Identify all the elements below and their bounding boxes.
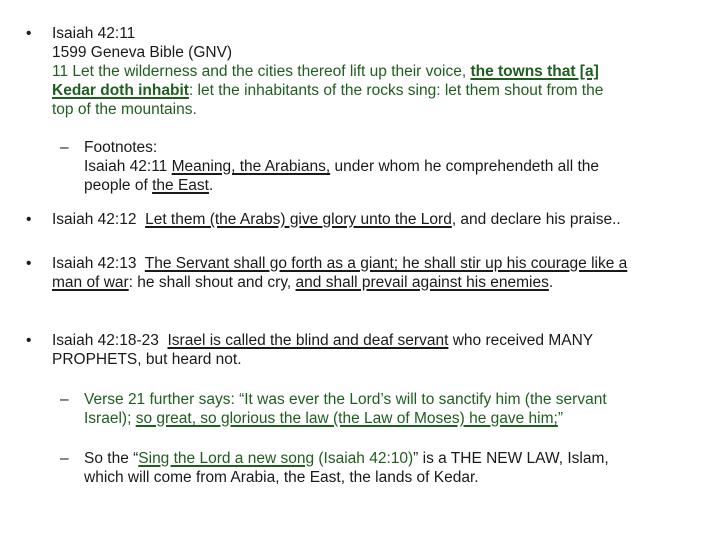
bullet-icon: • [26, 332, 32, 349]
new-song-line-2: which will come from Arabia, the East, the lands of Kedar. [84, 469, 479, 486]
bullet-icon: • [26, 211, 32, 228]
bullet-icon: • [26, 25, 32, 42]
verse-reference: Isaiah 42:12 [52, 211, 146, 228]
verse-line [52, 210, 706, 229]
underlined-phrase: Kedar doth inhabit [52, 82, 189, 99]
underlined-phrase: man of war [52, 274, 129, 291]
footnote-line-2 [84, 176, 700, 195]
verse-text: : let the inhabitants of the rocks sing: let them shout from the [188, 82, 604, 99]
bullet-isaiah-42-12 [26, 210, 706, 229]
footnote-item [60, 138, 700, 195]
verse-21-text: Israel); [84, 410, 136, 427]
verse-reference: Isaiah 42:13 [52, 255, 145, 272]
underlined-phrase: Let them (the Arabs) give glory unto the Lord [145, 211, 452, 228]
verse-text: : he shall shout and cry, [128, 274, 296, 291]
footnote-text: people of [84, 177, 153, 194]
dash-icon: – [60, 450, 69, 467]
underlined-phrase: so great, so glorious the law (the Law of Moses) he gave him; [135, 410, 558, 427]
bullet-icon: • [26, 255, 32, 272]
verse-reference: Isaiah 42:18-23 [52, 332, 168, 349]
verse-line-2 [52, 273, 706, 292]
underlined-phrase: The Servant shall go forth as a giant; he shall stir up his courage like a [144, 255, 628, 272]
footnote-text: . [208, 177, 214, 194]
verse-text-line-2 [52, 81, 706, 100]
verse-21-text: ” [557, 410, 564, 427]
dash-icon: – [60, 139, 69, 156]
verse-reference: Isaiah 42:11 [52, 25, 136, 42]
verse-21-item [60, 390, 700, 428]
bullet-isaiah-42-13 [26, 254, 706, 292]
new-song-line-1 [84, 449, 700, 468]
bullet-isaiah-42-18-23 [26, 331, 706, 369]
bible-source: 1599 Geneva Bible (GNV) [52, 44, 233, 61]
underlined-phrase: and shall prevail against his enemies [295, 274, 549, 291]
footnote-label: Footnotes: [84, 139, 158, 156]
footnote-line-1 [84, 157, 700, 176]
verse-21-line-2 [84, 409, 700, 428]
footnote-text: under whom he comprehendeth all the [330, 158, 600, 175]
verse-text: who received MANY [448, 332, 594, 349]
verse-text: 11 Let the wilderness and the cities thereof lift up their voice, [52, 63, 471, 80]
verse-21-line-1: Verse 21 further says: “It was ever the Lord’s will to sanctify him (the servant [84, 391, 607, 408]
dash-icon: – [60, 391, 69, 408]
verse-line-1 [52, 331, 706, 350]
new-song-text: ” is a THE NEW LAW, Islam, [413, 450, 609, 467]
underlined-phrase: the towns that [a] [470, 63, 599, 80]
underlined-phrase: Sing the Lord a new song [138, 450, 315, 467]
bullet-isaiah-42-11 [26, 24, 706, 119]
verse-text: , and declare his praise.. [451, 211, 621, 228]
underlined-phrase: Meaning, the Arabians, [171, 158, 331, 175]
new-song-text: So the “ [84, 450, 139, 467]
underlined-phrase: the East [152, 177, 209, 194]
verse-line-1 [52, 254, 706, 273]
verse-text-line-3: top of the mountains. [52, 101, 197, 118]
new-song-reference: (Isaiah 42:10) [314, 450, 414, 467]
verse-line-2: PROPHETS, but heard not. [52, 351, 242, 368]
new-song-item [60, 449, 700, 487]
verse-text-line-1 [52, 62, 706, 81]
underlined-phrase: Israel is called the blind and deaf servant [167, 332, 449, 349]
footnote-ref: Isaiah 42:11 [84, 158, 172, 175]
verse-text: . [548, 274, 554, 291]
